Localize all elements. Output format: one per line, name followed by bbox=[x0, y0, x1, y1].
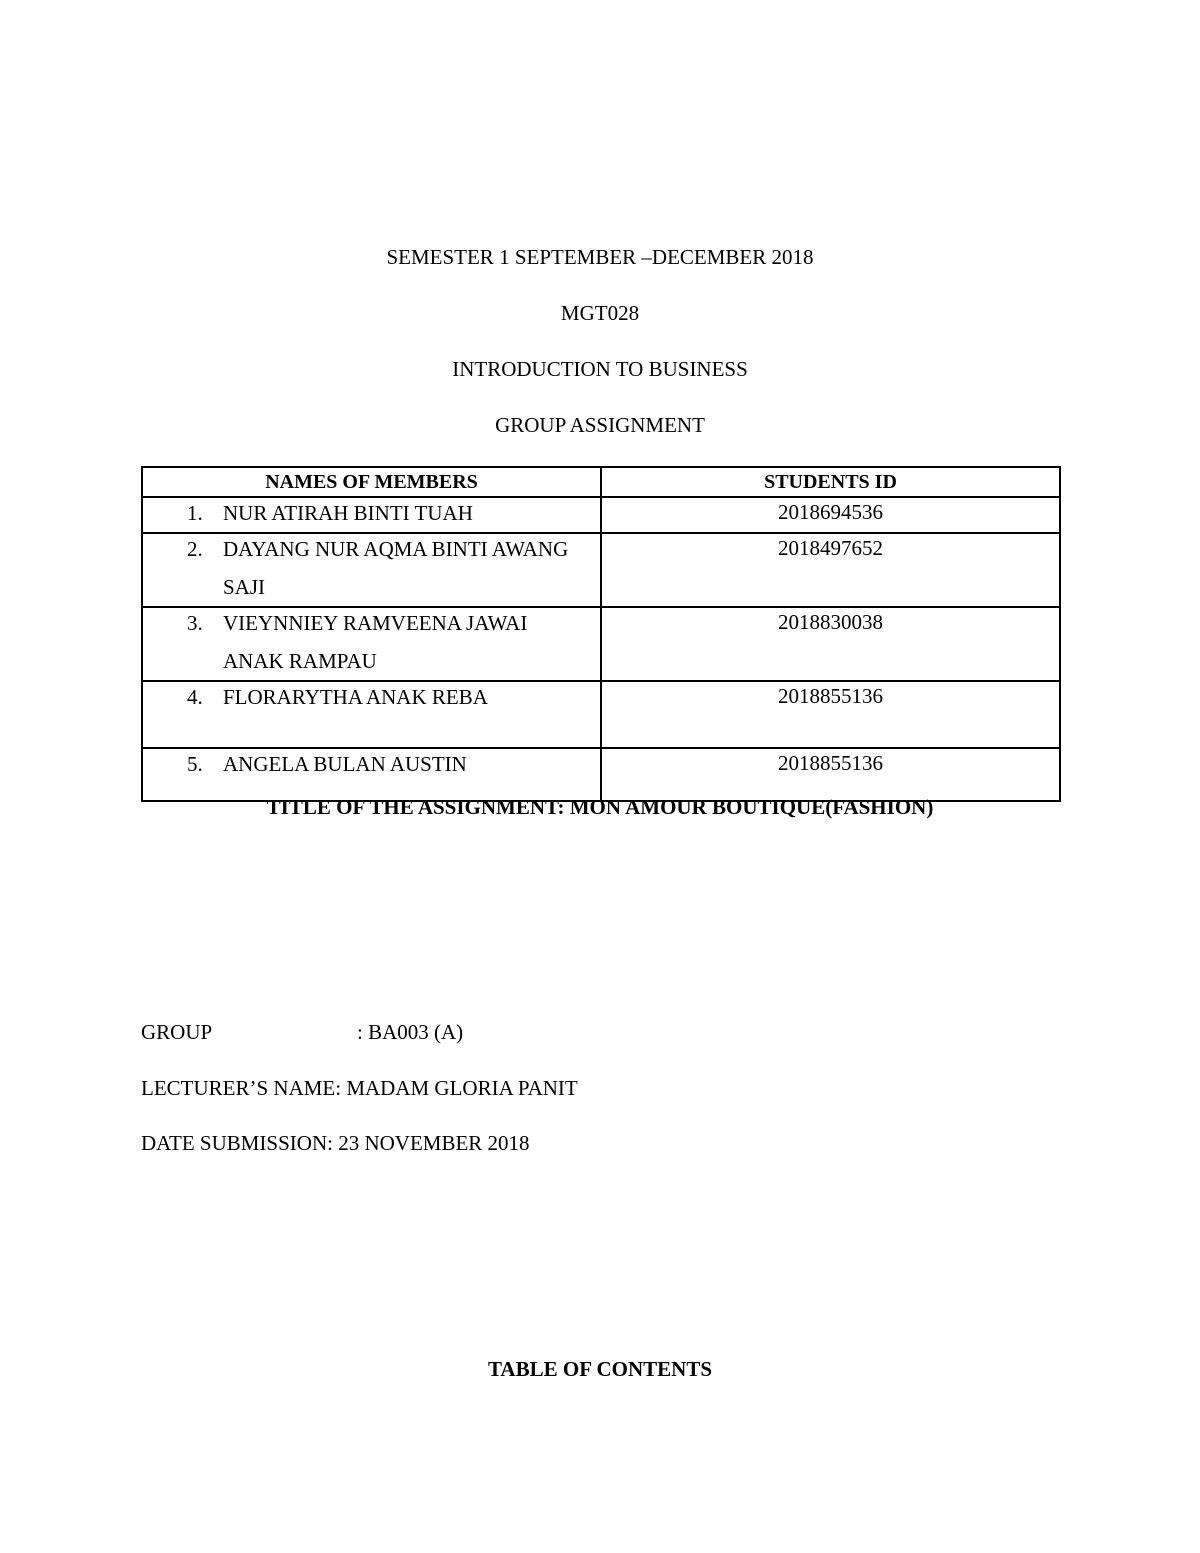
member-name-cell bbox=[142, 497, 601, 533]
date-submission-line: DATE SUBMISSION: 23 NOVEMBER 2018 bbox=[141, 1131, 530, 1155]
member-name: NUR ATIRAH BINTI TUAH bbox=[223, 501, 473, 525]
member-number: 4. bbox=[187, 685, 203, 709]
members-table bbox=[141, 466, 1061, 802]
member-name-cell bbox=[142, 607, 601, 681]
table-of-contents-heading: TABLE OF CONTENTS bbox=[487, 1357, 713, 1381]
member-number: 1. bbox=[187, 501, 203, 525]
member-name: DAYANG NUR AQMA BINTI AWANG SAJI bbox=[223, 537, 569, 599]
table-header-row bbox=[142, 467, 1060, 497]
member-name: FLORARYTHA ANAK REBA bbox=[223, 685, 488, 709]
table-row bbox=[142, 497, 1060, 533]
member-name-cell bbox=[142, 681, 601, 748]
member-name-cell bbox=[142, 533, 601, 607]
member-number: 2. bbox=[187, 537, 203, 561]
table-row bbox=[142, 681, 1060, 748]
group-label: GROUP bbox=[141, 1020, 213, 1044]
member-id: 2018497652 bbox=[601, 533, 1060, 607]
names-column-header: NAMES OF MEMBERS bbox=[142, 467, 601, 497]
table-row bbox=[142, 533, 1060, 607]
lecturer-line: LECTURER’S NAME: MADAM GLORIA PANIT bbox=[141, 1076, 578, 1100]
group-value: : BA003 (A) bbox=[357, 1020, 464, 1044]
course-name: INTRODUCTION TO BUSINESS bbox=[452, 357, 748, 381]
semester-line: SEMESTER 1 SEPTEMBER –DECEMBER 2018 bbox=[386, 245, 814, 269]
assignment-type: GROUP ASSIGNMENT bbox=[495, 413, 705, 437]
member-id: 2018855136 bbox=[601, 681, 1060, 748]
member-id: 2018855136 bbox=[601, 748, 1060, 801]
assignment-title: TITLE OF THE ASSIGNMENT: MON AMOUR BOUTIQUE(FASHION) bbox=[266, 795, 934, 819]
member-number: 5. bbox=[187, 752, 203, 776]
group-line bbox=[141, 1020, 463, 1044]
member-id: 2018830038 bbox=[601, 607, 1060, 681]
students-id-column-header: STUDENTS ID bbox=[601, 467, 1060, 497]
member-name: VIEYNNIEY RAMVEENA JAWAI ANAK RAMPAU bbox=[223, 611, 528, 673]
member-id: 2018694536 bbox=[601, 497, 1060, 533]
member-number: 3. bbox=[187, 611, 203, 635]
course-code: MGT028 bbox=[560, 301, 640, 325]
table-row bbox=[142, 607, 1060, 681]
member-name: ANGELA BULAN AUSTIN bbox=[223, 752, 467, 776]
